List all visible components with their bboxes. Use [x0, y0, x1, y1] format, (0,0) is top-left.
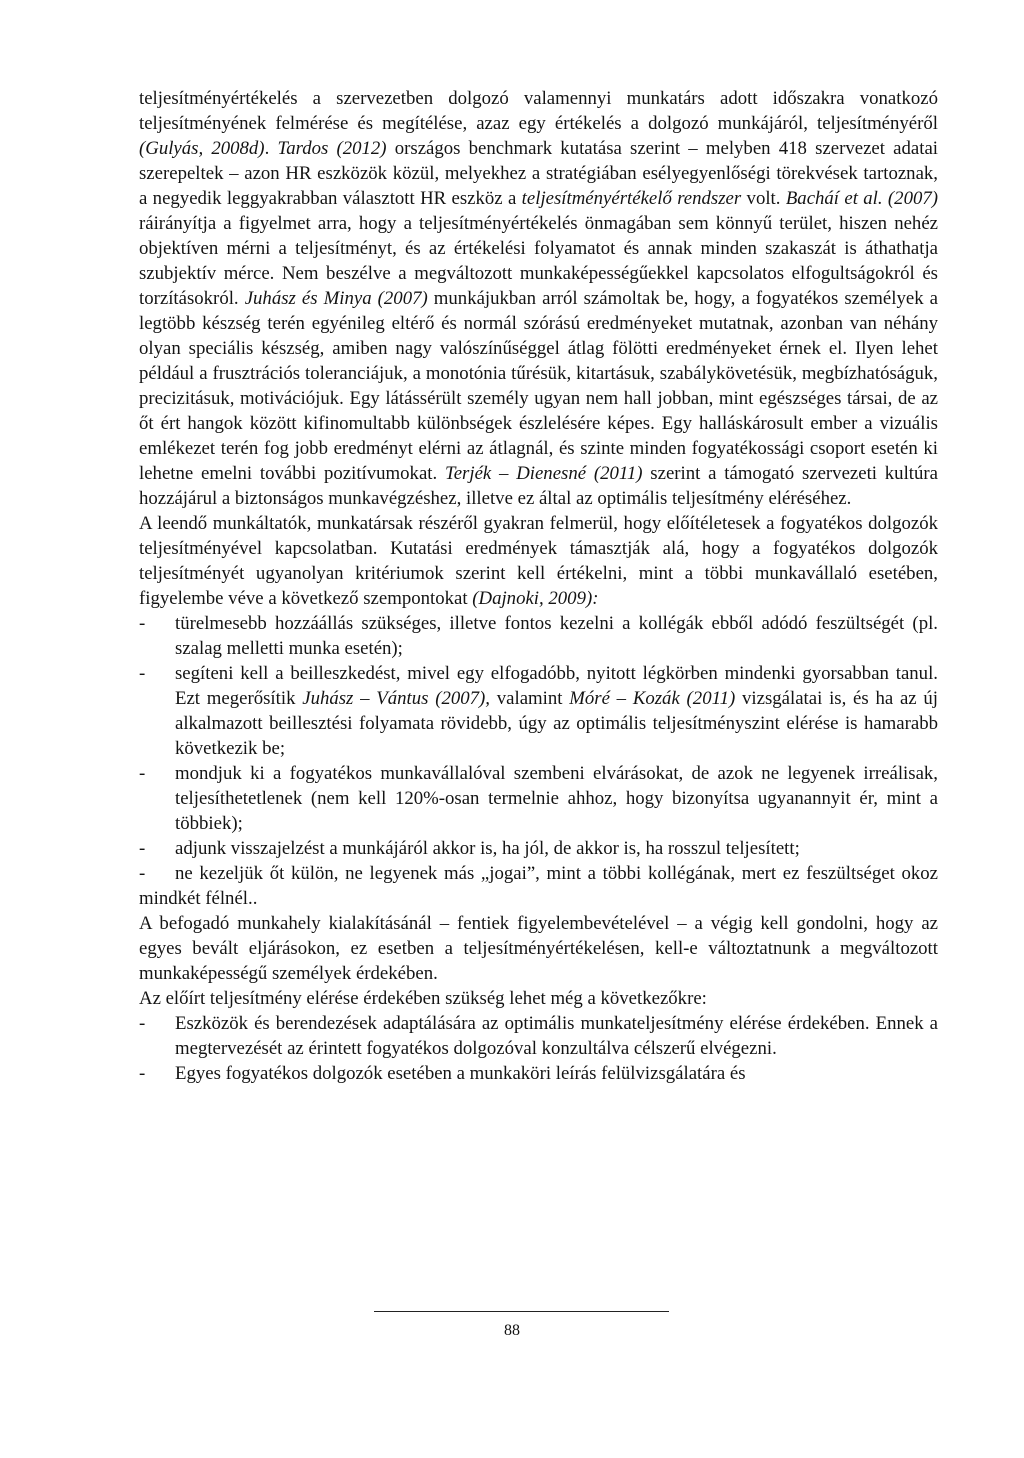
citation: Juhász és Minya (2007)	[244, 288, 428, 309]
list-item: - mondjuk ki a fogyatékos munkavállalóval szembeni elvárásokat, de azok ne legyenek irreálisak, teljesíthetetlenek (nem kell 120%-osan termelnie ahhoz, hogy bizonyítsa ugyanannyit ér, mint a többiek);	[139, 761, 938, 836]
paragraph: teljesítményértékelés a szervezetben dolgozó valamennyi munkatárs adott időszakra vonatkozó teljesítményének felmérése és megítélése, azaz egy értékelés a dolgozó munkájáról, teljesítményéről (Gulyás, 2008d). Tardos (2012) országos benchmark kutatása szerint – melyben 418 szervezet adatai szerepeltek – azon HR eszközök közül, melyekhez a stratégiában esélyegyenlőségi törekvések tartoznak, a negyedik leggyakrabban választott HR eszköz a teljesítményértékelő rendszer volt. Bacháí et al. (2007) ráirányítja a figyelmet arra, hogy a teljesítményértékelés önmagában sem könnyű terület, hiszen nehéz objektíven mérni a teljesítményt, és az értékelési folyamatot és annak minden szakaszát is áthathatja szubjektív mérce. Nem beszélve a megváltozott munkaképességűekkel kapcsolatos elfogultságokról és torzításokról. Juhász és Minya (2007) munkájukban arról számoltak be, hogy, a fogyatékos személyek a legtöbb készség terén egyénileg eltérő és normál szórású eredményeket mutatnak, azonban van néhány olyan speciális készség, amiben nagy valószínűséggel átlag fölötti eredményeket érnek el. Ilyen lehet például a frusztrációs toleranciájuk, a monotónia tűrésük, kitartásuk, szabálykövetésük, megbízhatóságuk, precizitásuk, motivációjuk. Egy látássérült személy ugyan nem hall jobban, mint egészséges társai, de az őt ért hangok között kifinomultabb különbségek észlelésére képes. Egy halláskárosult ember a vizuális emlékezet terén fog jobb eredményt elérni az átlagnál, és szinte minden fogyatékossági csoport esetén ki lehetne emelni további pozitívumokat. Terjék – Dienesné (2011) szerint a támogató szervezeti kultúra hozzájárul a biztonságos munkavégzéshez, illetve ez által az optimális teljesítmény eléréséhez.	[139, 88, 939, 509]
list-item: - Egyes fogyatékos dolgozók esetében a munkaköri leírás felülvizsgálatára és	[139, 1061, 938, 1086]
list-item: - Eszközök és berendezések adaptálására az optimális munkateljesítmény elérése érdekében. Ennek a megtervezését az érintett fogyatékos dolgozóval konzultálva célszerű elvégezni.	[139, 1011, 938, 1061]
bullet-list	[139, 611, 938, 911]
paragraph: A leendő munkáltatók, munkatársak részéről gyakran felmerül, hogy előítéletesek a fogyatékos dolgozók teljesítményével kapcsolatban. Kutatási eredmények támasztják alá, hogy a fogyatékos dolgozók teljesítményét ugyanolyan kritériumok szerint kell értékelni, mint a többi munkavállaló esetében, figyelembe véve a következő szempontokat (Dajnoki, 2009):	[139, 513, 938, 609]
emphasis: teljesítményértékelő rendszer	[521, 188, 742, 209]
page-number: 88	[504, 1322, 520, 1339]
list-item: - adjunk visszajelzést a munkájáról akkor is, ha jól, de akkor is, ha rosszul teljesített;	[139, 836, 938, 861]
list-item: - türelmesebb hozzáállás szükséges, illetve fontos kezelni a kollégák ebből adódó feszültségét (pl. szalag melletti munka esetén);	[139, 611, 938, 661]
citation: Bacháí et al. (2007)	[785, 188, 939, 209]
citation: Tardos (2012)	[277, 138, 387, 159]
list-item: - segíteni kell a beilleszkedést, mivel egy elfogadóbb, nyitott légkörben mindenki gyorsabban tanul. Ezt megerősítik Juhász – Vántus (2007), valamint Móré – Kozák (2011) vizsgálatai is, és ha az új alkalmazott beillesztési folyamata rövidebb, úgy az optimális teljesítményszint elérése is hamarabb következik be;	[139, 661, 938, 761]
bullet-list	[139, 1011, 938, 1086]
citation: (Gulyás, 2008d)	[139, 138, 265, 159]
dash-marker: -	[139, 863, 146, 884]
citation: (Dajnoki, 2009):	[472, 588, 599, 609]
citation: Juhász – Vántus (2007),	[302, 688, 490, 709]
paragraph: Az előírt teljesítmény elérése érdekében szükség lehet még a következőkre:	[139, 988, 707, 1009]
footer-divider	[374, 1311, 669, 1312]
list-item: - ne kezeljük őt külön, ne legyenek más „jogai”, mint a többi kollégának, mert ez feszültséget okoz mindkét félnél..	[139, 863, 938, 909]
body-text	[139, 86, 938, 1086]
paragraph: A befogadó munkahely kialakításánál – fentiek figyelembevételével – a végig kell gondolni, hogy az egyes bevált eljárásokon, ez esetben a teljesítményértékelésen, kell-e változtatnunk a megváltozott munkaképességű személyek érdekében.	[139, 913, 938, 984]
citation: Terjék – Dienesné (2011)	[444, 463, 643, 484]
citation: Móré – Kozák (2011)	[569, 688, 736, 709]
